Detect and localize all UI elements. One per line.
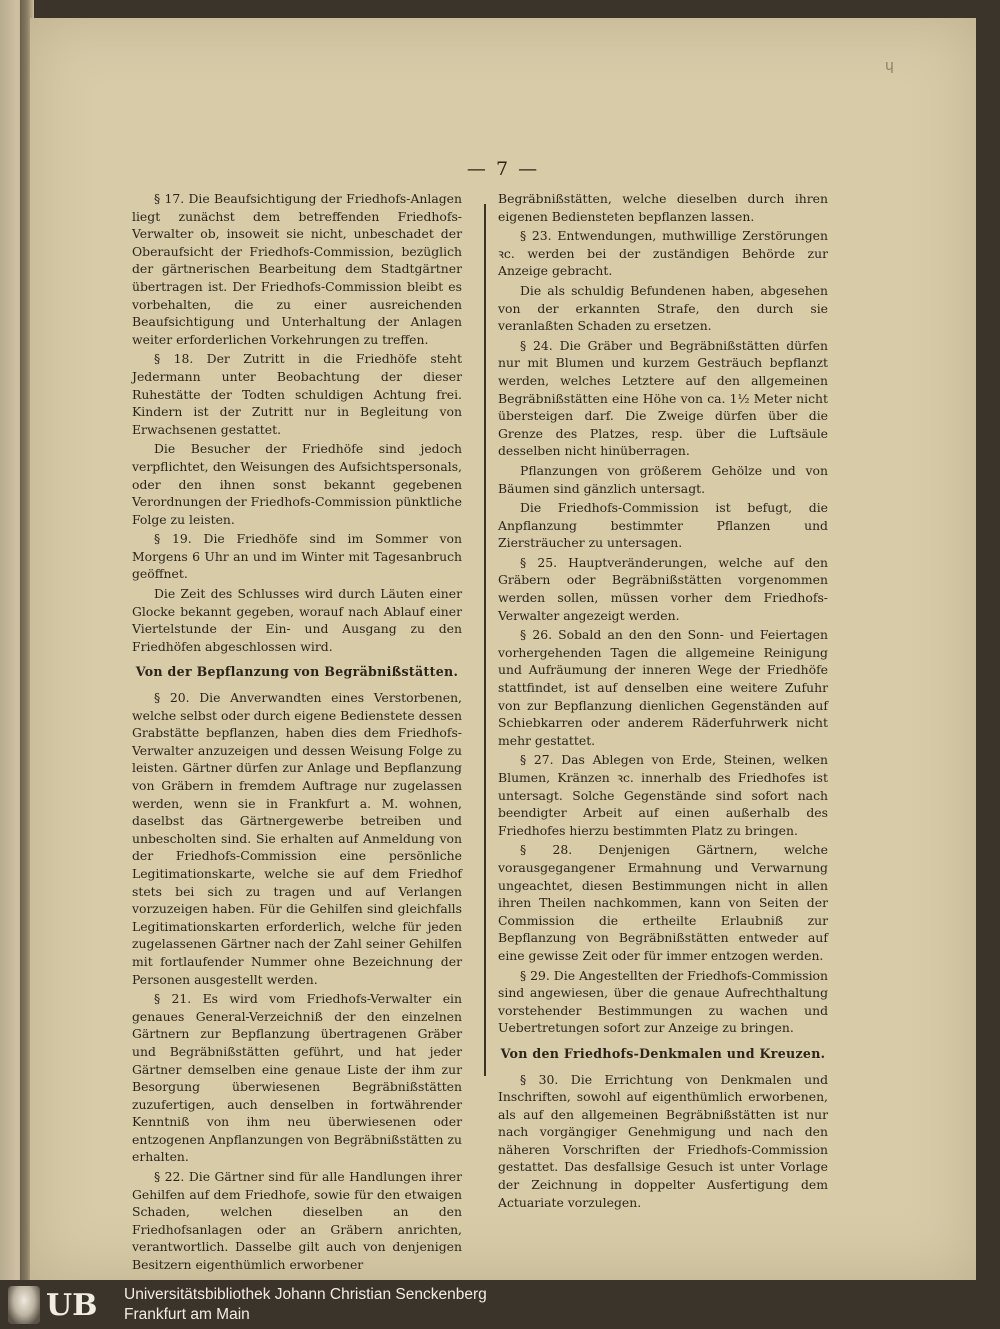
paragraph: Die Besucher der Friedhöfe sind jedoch verpflichtet, den Weisungen des Aufsichtspersonals, oder den ihnen sonst bekannt gegebenen Verordnungen der Friedhofs-Commission pünktliche Folge zu leisten. <box>132 441 462 527</box>
paragraph: § 18. Der Zutritt in die Friedhöfe steht Jedermann unter Beobachtung der dieser Ruhestätte der Todten schuldigen Achtung frei. Kindern ist der Zutritt nur in Begleitung von Erwachsenen gestattet. <box>132 351 462 437</box>
left-column <box>132 190 462 1276</box>
right-column <box>498 190 828 1213</box>
library-name-line2: Frankfurt am Main <box>124 1306 250 1323</box>
paragraph: § 28. Denjenigen Gärtnern, welche vorausgegangener Ermahnung und Verwarnung ungeachtet, diesen Bestimmungen nicht in allen ihren Theilen nachkommen, kann von Seiten der Commission die ertheilte Erlaubniß zur Bepflanzung von Begräbnißstätten entweder auf eine gewisse Zeit oder für immer entzogen werden. <box>498 842 828 963</box>
library-name <box>124 1285 487 1325</box>
paragraph: Begräbnißstätten, welche dieselben durch ihren eigenen Bediensteten bepflanzen lassen. <box>498 191 828 224</box>
pencil-mark: ɥ <box>885 58 894 74</box>
paragraph: § 24. Die Gräber und Begräbnißstätten dürfen nur mit Blumen und kurzem Gesträuch bepflanzt werden, welches Letztere auf den allgemeinen Begräbnißstätten eine Höhe von ca. 1½ Meter nicht übersteigen darf. Die Zweige dürfen über die Grenze des Platzes, resp. über die Luftsäule desselben nicht hinüberragen. <box>498 337 828 459</box>
library-name-line1: Universitätsbibliothek Johann Christian Senckenberg <box>124 1286 487 1303</box>
paragraph: § 23. Entwendungen, muthwillige Zerstörungen ꝛc. werden bei der zuständigen Behörde zur Anzeige gebracht. <box>498 228 828 279</box>
ub-logo[interactable] <box>8 1285 118 1325</box>
ub-logo-text: UB <box>46 1287 98 1323</box>
paragraph: § 29. Die Angestellten der Friedhofs-Commission sind angewiesen, über die genaue Aufrechthaltung vorstehender Bestimmungen zu wachen und Uebertretungen sofort zur Anzeige zu bringen. <box>498 967 828 1036</box>
paragraph: § 17. Die Beaufsichtigung der Friedhofs-Anlagen liegt zunächst dem betreffenden Friedhofs-Verwalter ob, insoweit sie nicht, unbeschadet der Oberaufsicht der Friedhofs-Commission, bezüglich der gärtnerischen Bearbeitung dem Stadtgärtner übertragen ist. Der Friedhofs-Commission bleibt es vorbehalten, die zu einer ausreichenden Beaufsichtigung und Unterhaltung der Anlagen weiter erforderlichen Vorkehrungen zu treffen. <box>132 191 462 347</box>
paragraph: § 25. Hauptveränderungen, welche auf den Gräbern oder Begräbnißstätten vorgenommen werden sollen, müssen vorher dem Friedhofs-Verwalter angezeigt werden. <box>498 554 828 623</box>
paragraph: Die als schuldig Befundenen haben, abgesehen von der erkannten Strafe, den durch sie veranlaßten Schaden zu ersetzen. <box>498 282 828 334</box>
section-heading: Von den Friedhofs-Denkmalen und Kreuzen. <box>500 1045 826 1061</box>
paragraph: § 22. Die Gärtner sind für alle Handlungen ihrer Gehilfen auf dem Friedhofe, sowie für den etwaigen Schaden, welchen dieselben an den Friedhofsanlagen oder an Gräbern anrichten, verantwortlich. Dasselbe gilt auch von denjenigen Besitzern eigenthümlich erworbener <box>132 1169 462 1273</box>
paragraph: § 19. Die Friedhöfe sind im Sommer von Morgens 6 Uhr an und im Winter mit Tagesanbruch geöffnet. <box>132 531 462 582</box>
paragraph: § 20. Die Anverwandten eines Verstorbenen, welche selbst oder durch eigene Bedienstete dessen Grabstätte bepflanzen, haben dies dem Friedhofs-Verwalter anzuzeigen und dessen Weisung Folge zu leisten. Gärtner dürfen zur Anlage und Bepflanzung von Gräbern in fremdem Auftrage nur zugelassen werden, wenn sie in Frankfurt a. M. wohnen, daselbst das Gärtnergewerbe betreiben und unbescholten sind. Sie erhalten auf Anmeldung von der Friedhofs-Commission eine persönliche Legitimationskarte, welche sie auf dem Friedhof stets bei sich zu tragen und auf Verlangen vorzuzeigen haben. Für die Gehilfen sind gleichfalls Legitimationskarten erforderlich, welche für jeden zugelassenen Gärtner nach der Zahl seiner Gehilfen mit fortlaufender Nummer ohne Bezeichnung der Personen ausgestellt werden. <box>132 690 462 987</box>
section-heading: Von der Bepflanzung von Begräbnißstätten. <box>135 664 459 680</box>
paragraph: § 26. Sobald an den den Sonn- und Feiertagen vorhergehenden Tagen die allgemeine Reinigung und Aufräumung der inneren Wege der Friedhöfe stattfindet, ist auf denselben eine weitere Zufuhr von zur Bepflanzung dienlichen Gegenständen auf Schiebkarren oder anderem Räderfuhrwerk nicht mehr gestattet. <box>498 627 828 748</box>
paragraph: Pflanzungen von größerem Gehölze und von Bäumen sind gänzlich untersagt. <box>498 462 828 496</box>
paragraph: Die Zeit des Schlusses wird durch Läuten einer Glocke bekannt gegeben, worauf nach Ablauf einer Viertelstunde der Ein- und Ausgang zu den Friedhöfen abgeschlossen wird. <box>132 586 462 654</box>
portrait-icon <box>8 1286 40 1324</box>
library-footer <box>0 1280 1000 1329</box>
paragraph: § 30. Die Errichtung von Denkmalen und Inschriften, sowohl auf eigenthümlich erworbenen, als auf den allgemeinen Begräbnißstätten ist nur nach vorgängiger Genehmigung und nach den näheren Vorschriften der Friedhofs-Commission gestattet. Das desfallsige Gesuch ist unter Vorlage der Zeichnung in doppelter Ausfertigung dem Actuariate vorzulegen. <box>498 1071 828 1210</box>
page-number: — 7 — <box>466 158 540 180</box>
paragraph: Die Friedhofs-Commission ist befugt, die Anpflanzung bestimmter Pflanzen und Ziersträucher zu untersagen. <box>498 500 828 551</box>
column-divider <box>484 204 486 1076</box>
paragraph: § 21. Es wird vom Friedhofs-Verwalter ein genaues General-Verzeichniß der den einzelnen Gärtnern zur Bepflanzung übertragenen Gräber und Begräbnißstätten geführt, und hat jeder Gärtner demselben eine genaue Liste der ihm zur Besorgung überwiesenen Begräbnißstätten zuzufertigen, auch denselben in fortwährender Kenntniß von ihm neu überwiesenen oder entzogenen Anpflanzungen von Begräbnißstätten zu erhalten. <box>132 991 462 1165</box>
paragraph: § 27. Das Ablegen von Erde, Steinen, welken Blumen, Kränzen ꝛc. innerhalb des Friedhofes ist untersagt. Solche Gegenstände sind sofort nach beendigter Arbeit auf einen außerhalb des Friedhofes hierzu bestimmten Platz zu bringen. <box>498 752 828 838</box>
document-page <box>30 18 976 1280</box>
